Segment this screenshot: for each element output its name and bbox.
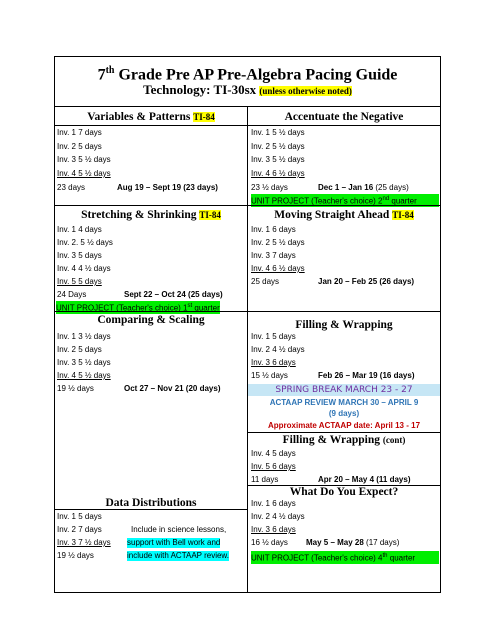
inv-row: Inv. 3 5 ½ days (251, 155, 305, 164)
inv-row: Inv. 3 5 ½ days (57, 358, 111, 367)
unit-title-straight: Moving Straight Ahead TI-84 (274, 209, 414, 221)
unit-date-range: Apr 20 – May 4 (11 days) (318, 475, 411, 484)
unit-total-days: 15 ½ days (251, 371, 288, 380)
inv-row: Inv. 2 4 ½ days (251, 512, 305, 521)
inv-row: Inv. 3 6 days (251, 525, 296, 534)
unit-title-filling-cont: Filling & Wrapping (cont) (282, 434, 406, 446)
unit-title-data: Data Distributions (105, 497, 197, 509)
inv-row: Inv. 4 4 ½ days (57, 264, 111, 273)
unit-title-expect: What Do You Expect? (289, 486, 399, 498)
unit-title-variables: Variables & Patterns TI-84 (87, 111, 215, 123)
unit-total-days: 23 ½ days (251, 183, 288, 192)
unit-title-stretching: Stretching & Shrinking TI-84 (81, 209, 221, 221)
inv-row: Inv. 2 5 ½ days (251, 142, 305, 151)
unit-date-range: Jan 20 – Feb 25 (26 days) (318, 277, 415, 286)
unit-date-range: May 5 – May 28 (17 days) (306, 538, 400, 547)
inv-row: Inv. 2 7 days (57, 525, 102, 534)
inv-row: Inv. 4 5 ½ days (57, 169, 111, 178)
column-divider (247, 106, 248, 593)
inv-row: Inv. 3 7 ½ days (57, 538, 111, 547)
inv-row: Inv. 3 5 days (57, 251, 102, 260)
unit-total-days: 16 ½ days (251, 538, 288, 547)
unit-total-days: 24 Days (57, 290, 87, 299)
inv-row: Inv. 3 6 days (251, 358, 296, 367)
inv-row: Inv. 1 6 days (251, 225, 296, 234)
inv-row: Inv. 5 5 days (57, 277, 102, 286)
science-note-line: include with ACTAAP review. (127, 551, 229, 560)
inv-row: Inv. 2 5 ½ days (251, 238, 305, 247)
unit-project: UNIT PROJECT (Teacher's choice) 1st quarter (56, 303, 220, 313)
science-note-line: support with Bell work and (127, 538, 221, 547)
actaap-date: Approximate ACTAAP date: April 13 - 17 (267, 421, 421, 430)
inv-row: Inv. 3 5 ½ days (57, 155, 111, 164)
inv-row: Inv. 2 5 days (57, 142, 102, 151)
inv-row: Inv. 2. 5 ½ days (57, 238, 113, 247)
page-title: 7th Grade Pre AP Pre-Algebra Pacing Guide (97, 65, 398, 84)
unit-date-range: Oct 27 – Nov 21 (20 days) (124, 384, 221, 393)
unit-date-range: Dec 1 – Jan 16 (25 days) (318, 183, 409, 192)
inv-row: Inv. 2 5 days (57, 345, 102, 354)
inv-row: Inv. 4 6 ½ days (251, 264, 305, 273)
unit-total-days: 23 days (57, 183, 86, 192)
inv-row: Inv. 2 4 ½ days (251, 345, 305, 354)
science-note-line: Include in science lessons, (131, 525, 227, 534)
inv-row: Inv. 1 5 ½ days (251, 128, 305, 137)
actaap-review: ACTAAP REVIEW MARCH 30 – APRIL 9 (269, 398, 419, 407)
inv-row: Inv. 3 7 days (251, 251, 296, 260)
inv-row: Inv. 5 6 days (251, 462, 296, 471)
page-subtitle: Technology: TI-30sx (unless otherwise noted) (143, 82, 352, 97)
inv-row: Inv. 1 4 days (57, 225, 102, 234)
inv-row: Inv. 1 6 days (251, 499, 296, 508)
unit-date-range: Aug 19 – Sept 19 (23 days) (117, 183, 218, 192)
inv-row: Inv. 1 7 days (57, 128, 102, 137)
unit-total-days: 19 ½ days (57, 551, 94, 560)
inv-row: Inv. 4 5 days (251, 449, 296, 458)
unit-total-days: 19 ½ days (57, 384, 94, 393)
spring-break-banner: SPRING BREAK MARCH 23 - 27 (248, 384, 440, 396)
unit-total-days: 25 days (251, 277, 280, 286)
unit-date-range: Sept 22 – Oct 24 (25 days) (124, 290, 223, 299)
unit-project: UNIT PROJECT (Teacher's choice) 2nd quarter (251, 194, 439, 207)
unit-total-days: 11 days (251, 475, 279, 484)
subtitle-note: (unless otherwise noted) (259, 86, 352, 96)
actaap-review-days: (9 days) (328, 409, 360, 418)
unit-title-filling: Filling & Wrapping (295, 319, 393, 331)
inv-row: Inv. 1 5 days (57, 512, 102, 521)
unit-date-range: Feb 26 – Mar 19 (16 days) (318, 371, 415, 380)
unit-title-comparing: Comparing & Scaling (97, 314, 205, 326)
inv-row: Inv. 4 5 ½ days (57, 371, 111, 380)
unit-project: UNIT PROJECT (Teacher's choice) 4th quarter (251, 551, 439, 564)
inv-row: Inv. 1 5 days (251, 332, 296, 341)
inv-row: Inv. 1 3 ½ days (57, 332, 111, 341)
unit-title-negative: Accentuate the Negative (284, 111, 404, 123)
inv-row: Inv. 4 6 ½ days (251, 169, 305, 178)
